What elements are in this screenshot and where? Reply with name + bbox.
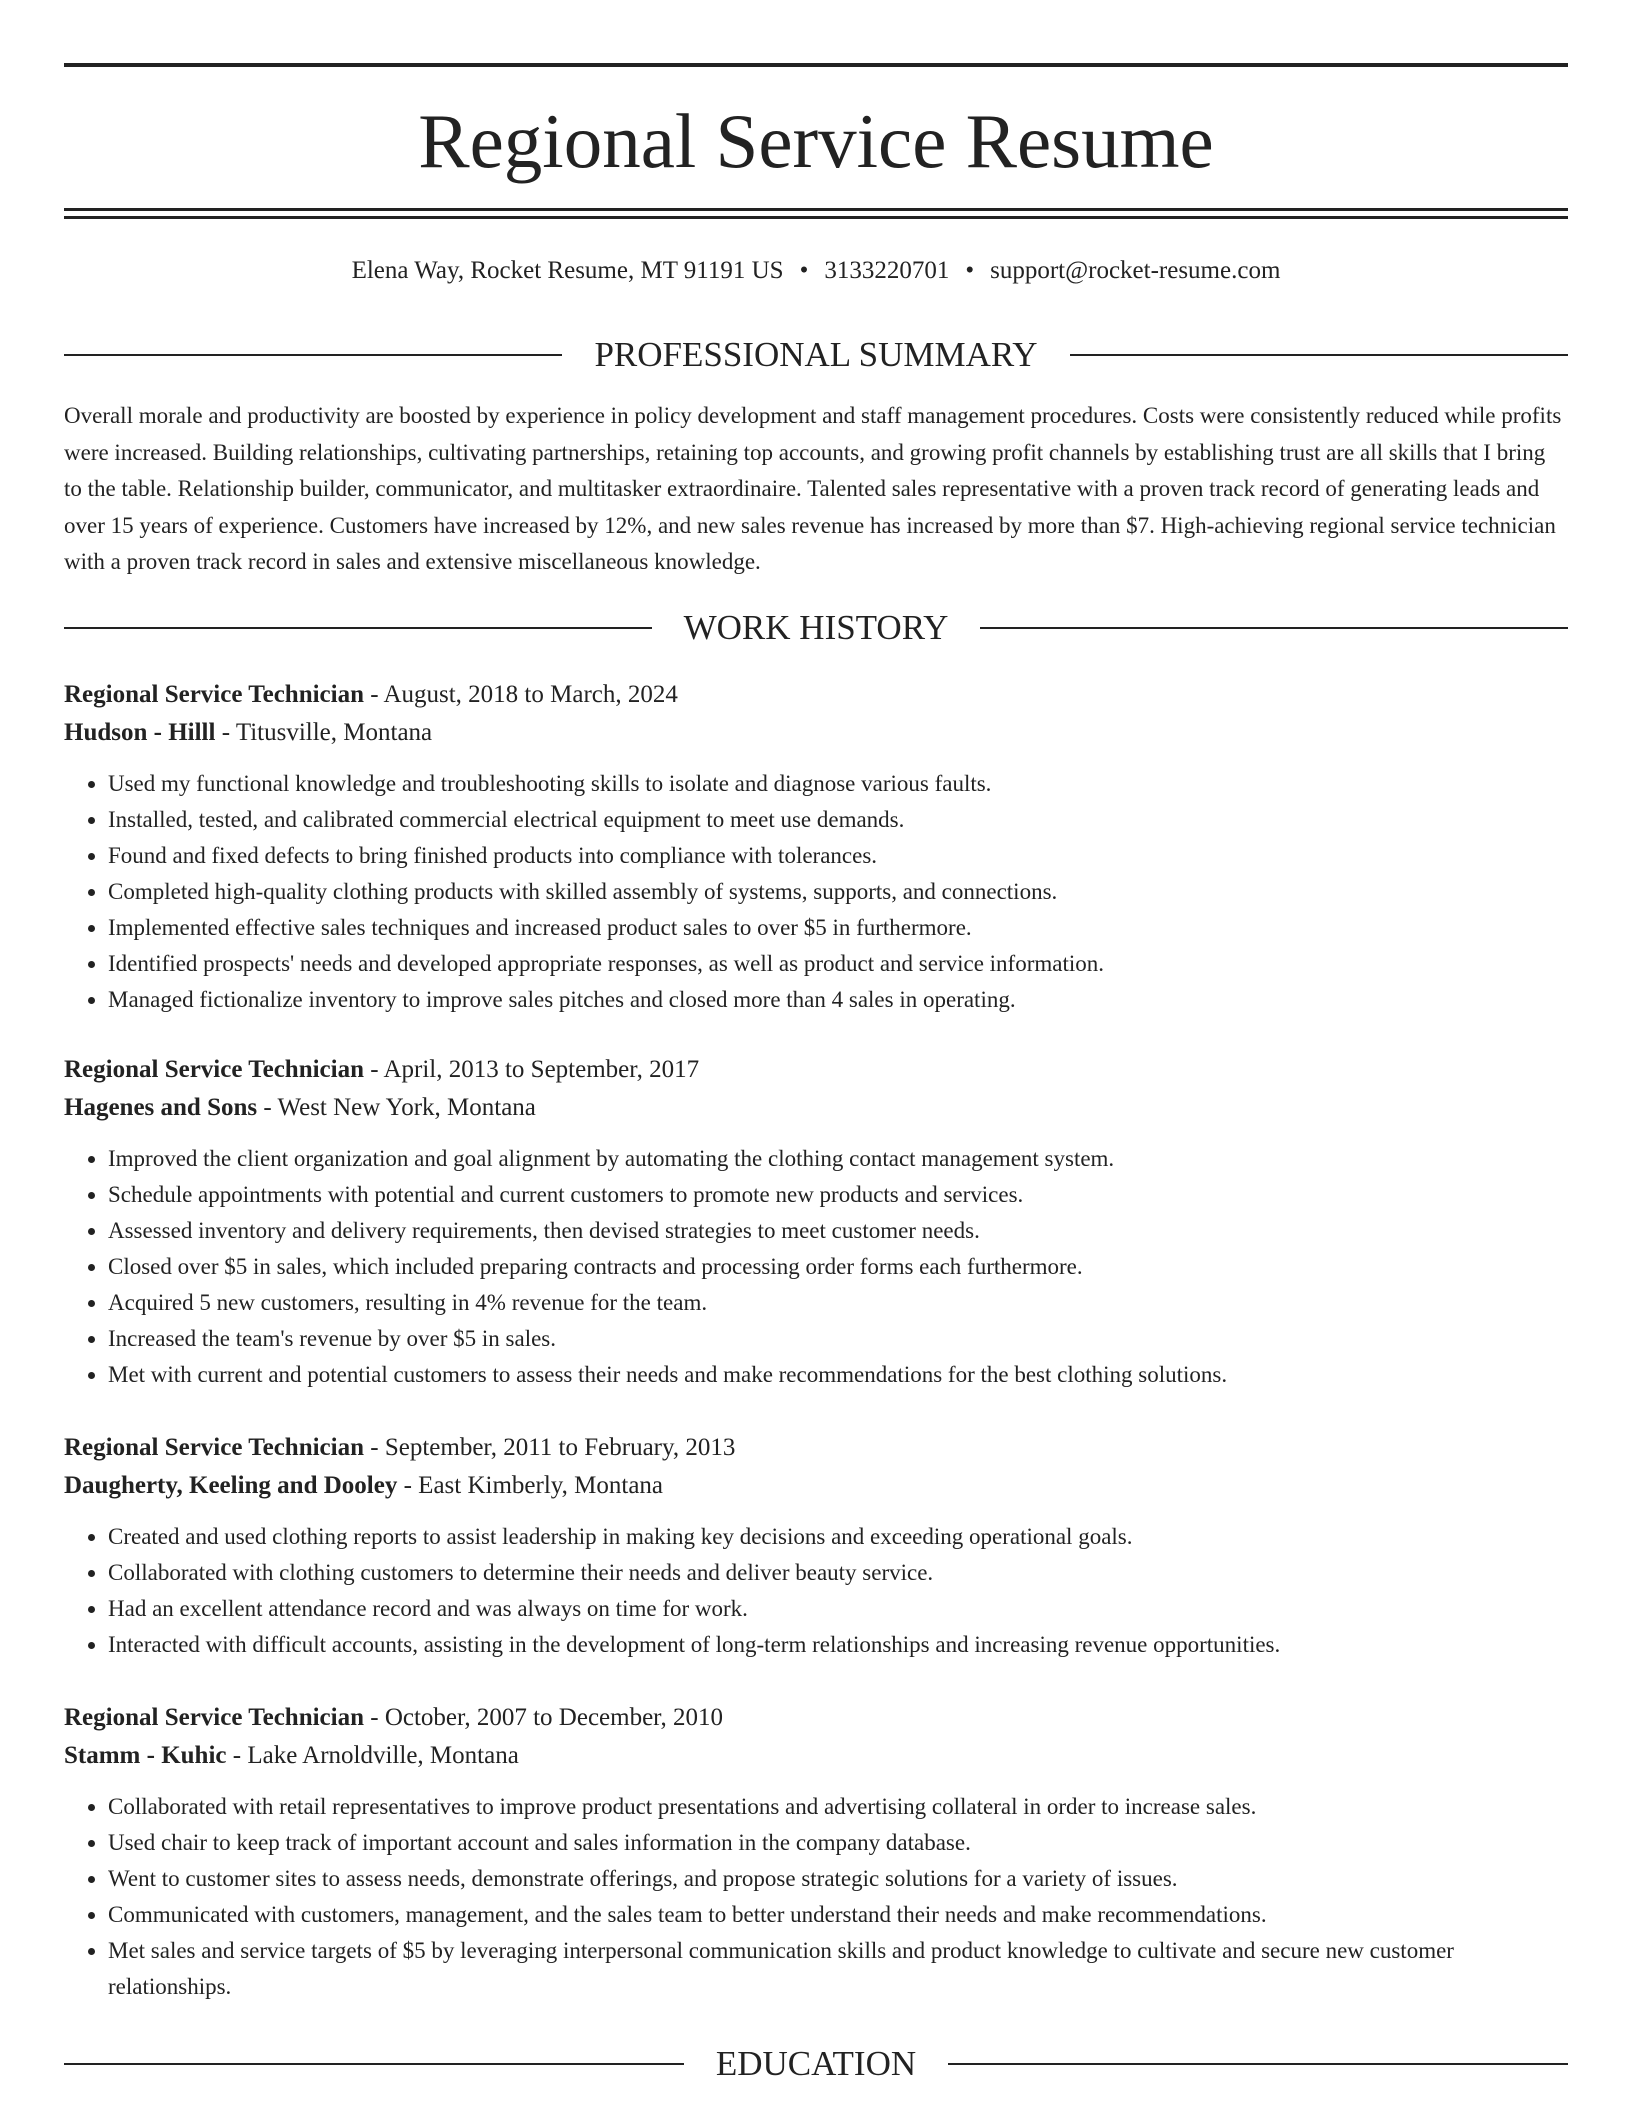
job-title: Regional Service Technician <box>64 681 364 708</box>
job-dates: - October, 2007 to December, 2010 <box>364 1704 723 1731</box>
section-heading-education <box>64 2042 1568 2086</box>
section-heading-label: EDUCATION <box>715 2044 917 2083</box>
title-rule-upper <box>64 208 1568 211</box>
job-bullet: • Improved the client organization and goal alignment by automating the clothing contact management system. <box>108 1141 1568 1177</box>
job-bullets <box>64 1141 1568 1393</box>
heading-rule <box>948 2063 1568 2065</box>
heading-rule <box>1070 354 1568 356</box>
job-bullet: • Managed fictionalize inventory to improve sales pitches and closed more than 4 sales in operating. <box>108 982 1568 1018</box>
job-bullet: • Identified prospects' needs and developed appropriate responses, as well as product and service information. <box>108 946 1568 982</box>
job-title-line <box>64 1051 1568 1089</box>
professional-summary: Overall morale and productivity are boosted by experience in policy development and staff management procedures. Costs were consistently reduced while profits were increased. Building relationships, cultivating partnerships, retaining top accounts, and growing profit channels by establishing trust are all skills that I bring to the table. Relationship builder, communicator, and multitasker extraordinaire. Talented sales representative with a proven track record of generating leads and over 15 years of experience. Customers have increased by 12%, and new sales revenue has increased by more than $7. High-achieving regional service technician with a proven track record in sales and extensive miscellaneous knowledge. <box>64 403 1562 574</box>
heading-rule <box>64 627 652 629</box>
job-entry <box>64 1429 1568 1663</box>
job-bullet: • Collaborated with retail representatives to improve product presentations and advertising collateral in order to increase sales. <box>108 1789 1568 1825</box>
job-company-line <box>64 1089 1568 1127</box>
contact-address: Elena Way, Rocket Resume, MT 91191 US <box>351 257 784 284</box>
job-bullet: • Went to customer sites to assess needs, demonstrate offerings, and propose strategic solutions for a variety of issues. <box>108 1861 1568 1897</box>
job-bullet: • Used my functional knowledge and troubleshooting skills to isolate and diagnose various faults. <box>108 766 1568 802</box>
job-bullet: • Increased the team's revenue by over $5 in sales. <box>108 1321 1568 1357</box>
contact-separator: • <box>799 257 809 284</box>
job-bullet: • Closed over $5 in sales, which included preparing contracts and processing order forms each furthermore. <box>108 1249 1568 1285</box>
job-bullet: • Completed high-quality clothing products with skilled assembly of systems, supports, and connections. <box>108 874 1568 910</box>
job-bullets <box>64 1519 1568 1663</box>
job-location: - Lake Arnoldville, Montana <box>226 1742 519 1769</box>
job-bullet: • Met sales and service targets of $5 by leveraging interpersonal communication skills and product knowledge to cultivate and secure new customer relationships. <box>108 1933 1568 2005</box>
job-bullet: • Acquired 5 new customers, resulting in 4% revenue for the team. <box>108 1285 1568 1321</box>
job-title-line <box>64 1429 1568 1467</box>
section-heading-label: WORK HISTORY <box>683 608 949 647</box>
job-title-line <box>64 1699 1568 1737</box>
contact-separator: • <box>965 257 975 284</box>
title-rule-lower <box>64 216 1568 219</box>
job-company-line <box>64 714 1568 752</box>
job-entry <box>64 676 1568 1018</box>
heading-rule <box>64 2063 684 2065</box>
job-company: Hudson - Hilll <box>64 719 216 746</box>
contact-phone: 3133220701 <box>824 257 950 284</box>
job-entry <box>64 1051 1568 1393</box>
job-title: Regional Service Technician <box>64 1704 364 1731</box>
job-bullet: • Installed, tested, and calibrated commercial electrical equipment to meet use demands. <box>108 802 1568 838</box>
job-bullet: • Met with current and potential customers to assess their needs and make recommendations for the best clothing solutions. <box>108 1357 1568 1393</box>
job-company-line <box>64 1467 1568 1505</box>
section-heading-summary <box>64 333 1568 377</box>
contact-line <box>64 254 1568 288</box>
job-company-line <box>64 1737 1568 1775</box>
job-dates: - April, 2013 to September, 2017 <box>364 1056 700 1083</box>
heading-rule <box>980 627 1568 629</box>
job-bullet: • Used chair to keep track of important account and sales information in the company database. <box>108 1825 1568 1861</box>
contact-email: support@rocket-resume.com <box>990 257 1281 284</box>
job-company: Daugherty, Keeling and Dooley <box>64 1472 398 1499</box>
top-rule <box>64 63 1568 67</box>
job-bullet: • Implemented effective sales techniques and increased product sales to over $5 in furthermore. <box>108 910 1568 946</box>
job-title-line <box>64 676 1568 714</box>
job-location: - Titusville, Montana <box>215 719 433 746</box>
job-title: Regional Service Technician <box>64 1056 364 1083</box>
resume-title: Regional Service Resume <box>418 98 1214 184</box>
job-title: Regional Service Technician <box>64 1434 364 1461</box>
job-bullet: • Had an excellent attendance record and was always on time for work. <box>108 1591 1568 1627</box>
job-dates: - September, 2011 to February, 2013 <box>364 1434 736 1461</box>
job-bullet: • Communicated with customers, management, and the sales team to better understand their needs and make recommendations. <box>108 1897 1568 1933</box>
job-bullets <box>64 766 1568 1018</box>
job-dates: - August, 2018 to March, 2024 <box>364 681 678 708</box>
heading-rule <box>64 354 562 356</box>
job-bullet: • Assessed inventory and delivery requirements, then devised strategies to meet customer needs. <box>108 1213 1568 1249</box>
job-bullets <box>64 1789 1568 2005</box>
job-company: Hagenes and Sons <box>64 1094 258 1121</box>
job-bullet: • Collaborated with clothing customers to determine their needs and deliver beauty service. <box>108 1555 1568 1591</box>
job-location: - East Kimberly, Montana <box>397 1472 664 1499</box>
job-bullet: • Schedule appointments with potential and current customers to promote new products and services. <box>108 1177 1568 1213</box>
job-bullet: • Found and fixed defects to bring finished products into compliance with tolerances. <box>108 838 1568 874</box>
job-entry <box>64 1699 1568 2005</box>
job-company: Stamm - Kuhic <box>64 1742 227 1769</box>
section-heading-label: PROFESSIONAL SUMMARY <box>594 335 1038 374</box>
section-heading-work-history <box>64 606 1568 650</box>
job-bullet: • Created and used clothing reports to assist leadership in making key decisions and exceeding operational goals. <box>108 1519 1568 1555</box>
job-location: - West New York, Montana <box>257 1094 536 1121</box>
job-bullet: • Interacted with difficult accounts, assisting in the development of long-term relationships and increasing revenue opportunities. <box>108 1627 1568 1663</box>
